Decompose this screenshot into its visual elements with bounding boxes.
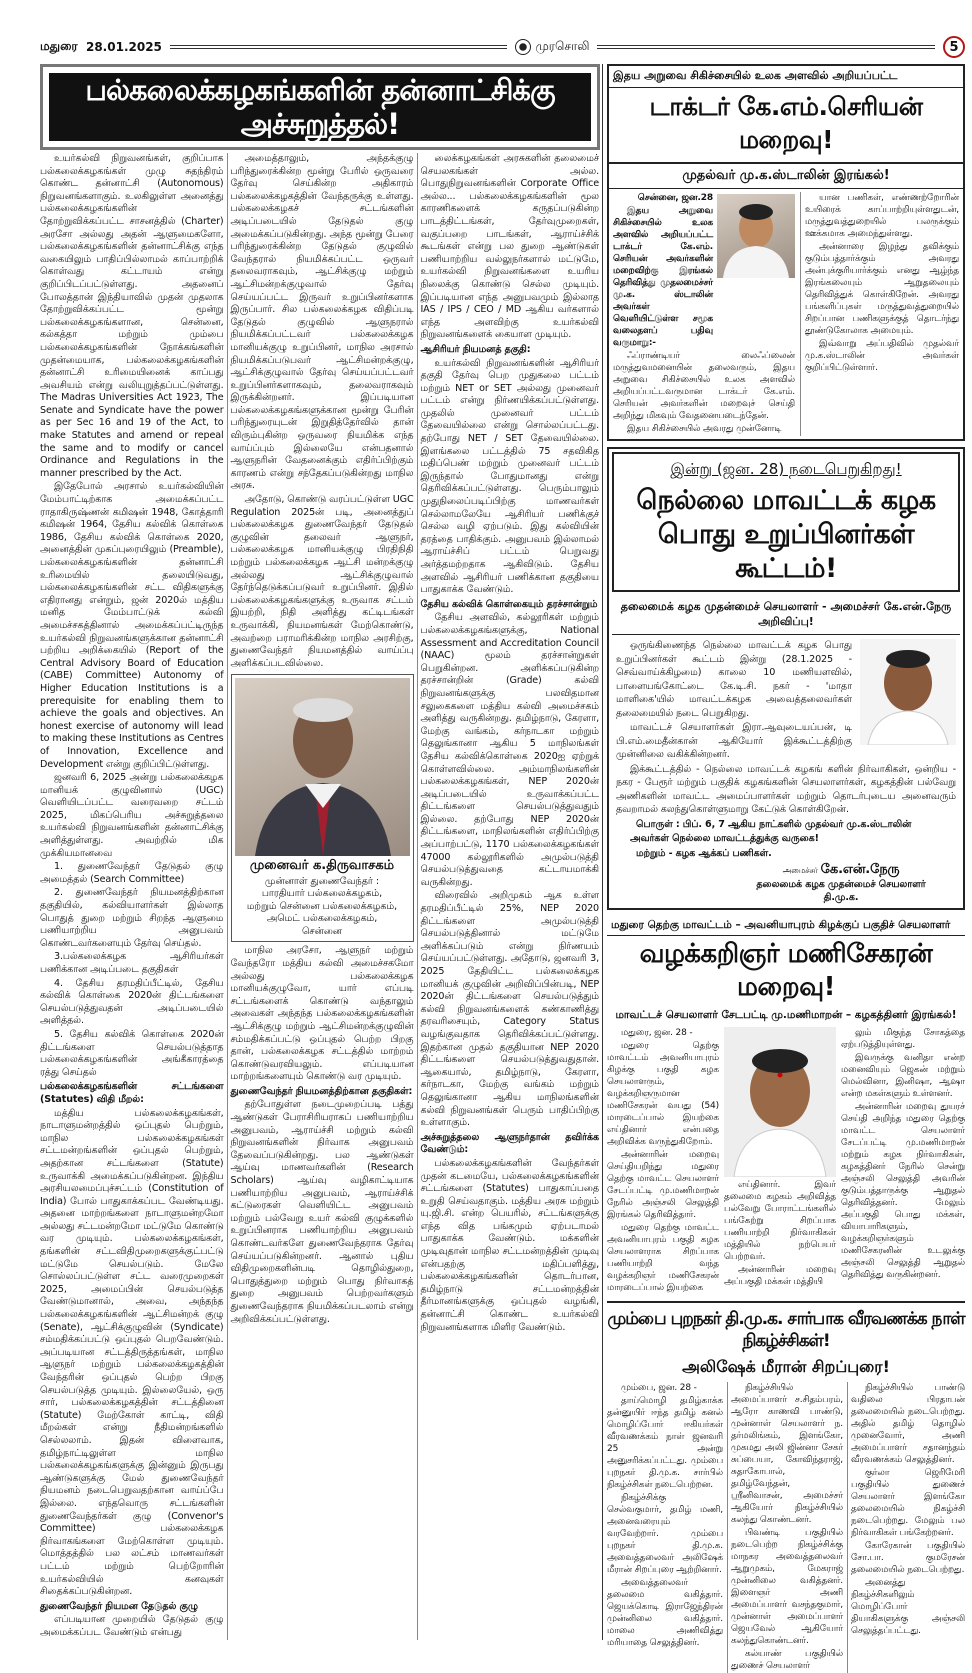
subhead: முதல்வர் மு.க.ஸ்டாலின் இரங்கல்! <box>609 164 963 189</box>
page-number: 5 <box>943 36 965 58</box>
subhead: அலிஷேக் மீரான் சிறப்புரை! <box>682 1356 890 1376</box>
mumbai-column-1 <box>607 1382 723 1673</box>
paragraph: தாய்மொழி தமிழ்காக்க தன்னுயிர் ஈந்த தமிழ் கனல் மொழிப்போர் ஈகியர்கள் வீரவணக்கம் நாள் ஜனவரி 25 அன்று அனுசரிக்கப்பட்டது. மும்பை புறநகர் தி.மு.க. சார்பில் நிகழ்ச்சிகள் நடைபெற்றன. <box>607 1395 723 1490</box>
main-headline: பல்கலைக்கழகங்களின் தன்னாட்சிக்கு அச்சுறுத்தல்! <box>49 73 591 141</box>
article-columns <box>40 153 599 1640</box>
caption-line: முன்னாள் துணைவேந்தர் : <box>264 875 380 887</box>
paragraph: 4. தேசிய தரமதிப்பீட்டில், தேசிய கல்விக் கொள்கை 2020ன் திட்டங்களை செயல்படுத்துவதன் அடிப்படையில் அளித்தல். <box>40 977 224 1027</box>
agenda: மற்றும் - கழக ஆக்கப் பணிகள். <box>636 847 772 859</box>
paragraph: ஜனவரி 6, 2025 அன்று பல்கலைக்கழக மானியக் குழுவினால் (UGC) வெளியிடப்பட்ட வரைவறை சட்டம் 2025, மிகப்பெரிய அச்சுறுத்தலை உயர்கல்வி நிறுவனங்களின் தன்னாட்சிக்கு அளித்துள்ளது. அவற்றில் மிக முக்கியமானவை <box>40 772 224 859</box>
manisekaran-mid-text <box>724 1179 836 1288</box>
paragraph: குர்லா ஜெரிமேரி பகுதியில் துணைச் செயலாளர் இளங்கோ தலைமையில் நிகழ்ச்சி நடைபெற்றது. மேலும் பல நிர்வாகிகள் பங்கேற்றனர். <box>851 1467 965 1538</box>
headline: வழக்கறிஞர் மணிசேகரன் மறைவு! <box>639 938 933 1002</box>
cherian-obituary <box>607 64 965 441</box>
cherian-lead-text <box>613 192 713 350</box>
masthead <box>40 36 965 58</box>
paragraph: அன்னாரை இழந்து தவிக்கும் குடும்பத்தார்க்கும் அவரது அன்புக்குரியார்க்கும் எனது ஆழ்ந்த இரங்கலையும் ஆறுதலையும் தெரிவித்துக் கொள்கிறேன். அவரது பங்களிப்புகள் மருத்துவத்துறையில் சிறப்பான பணிகளுக்குத் தொடர்ந்து தூண்டுகோலாக அமையும். <box>805 242 959 336</box>
author-name: முனைவர் க.திருவாசகம் <box>249 858 395 874</box>
right-column <box>603 64 965 1673</box>
paragraph: உயர்கல்வி நிறுவனங்கள், குறிப்பாக பல்கலைக்கழகங்கள் முழு சுதந்திரம் கொண்ட தன்னாட்சி (Autonomous) நிறுவனங்களாகும். உலகிலுள்ள அனைத்து பல்கலைக்கழகங்களின் தோற்றுவிக்கப்பட்ட சாசனத்தில் (Charter) அரசோ அல்லது அதன் ஆளுமைகளோ, பல்கலைக்கழகங்களின் தன்னாட்சிக்கு எந்த வகையிலும் பாதிப்பில்லாமல் காப்பாற்றிக் கொள்வது கட்டாயம் என்று குறிப்பிடப்பட்டுள்ளது. அதனைப் போலத்தான் இந்தியாவில் முதன் முதலாக தோற்றுவிக்கப்பட்ட மூன்று பல்கலைக்கழகங்களான, சென்னை, கல்கத்தா மற்றும் மும்பை பல்கலைக்கழகங்களின் நோக்கங்களின் முதன்மையாக, பல்கலைக்கழகங்களின் தன்னாட்சி உரிமையினைக் காப்பது அவசியம் என்று வலியுறுத்தப்பட்டுள்ளது. The Madras Universities Act 1923, The Senate and Syndicate have the power as per Sec 16 and 19 of the Act, to make Statutes and amend or repeal the same and to modify or cancel Ordinance and Regulations in the manner prescribed by the Act. <box>40 153 224 479</box>
agenda: அவர்கள் நெல்லை மாவட்டத்துக்கு வருகை! <box>630 833 819 844</box>
subheading: ஆசிரியர் நியமனத் தகுதி: <box>420 343 531 355</box>
nellai-meeting-notice <box>607 447 965 910</box>
paragraph: மும்பை, ஜன. 28 - <box>621 1382 697 1393</box>
main-headline-box <box>40 64 600 150</box>
manisekaran-photo <box>724 1027 836 1177</box>
person-silhouette-icon <box>717 194 795 278</box>
signature-org: தி.மு.க. <box>823 892 859 903</box>
headline: டாக்டர் கே.எம்.செரியன் மறைவு! <box>609 88 963 164</box>
paragraph: அவைத்தலைவர் தலைமை வகித்தார். ஜெயக்கொடி இராஜேந்திரன் முன்னிலை வகித்தார். மாலை அணிவித்து மரியாதை செலுத்தினர். <box>607 1577 723 1648</box>
paragraph: எய்தினார். இவர் தலைமை கழகம் அறிவித்த பல்வேறு போராட்டங்களில் பங்கேற்று சிறப்பாக பணியாற்றி நிர்வாகிகள் மத்தியில் நற்பெயர் பெற்றவர். <box>724 1179 836 1262</box>
cherian-left-area <box>613 192 795 436</box>
article-column-2 <box>227 153 417 1640</box>
paragraph: இவருக்கு வனிதா என்ற மனைவியும் ஜெகன் மற்றும் மெல்வினா, இனிஷா, ஆஷா என்ற மகள்களும் உள்ளனர். <box>841 1052 965 1099</box>
agenda: பொருள் : பிப். 6, 7 ஆகிய நாட்களில் முதல்வர் மு.க.ஸ்டாலின் <box>636 818 912 830</box>
subhead: மாவட்டச் செயலாளர் சேடபட்டி மு.மணிமாறன் – கழகத்தினர் இரங்கல்! <box>615 1008 957 1021</box>
subheading: அச்சுறுத்தலை ஆளுநர்தான் தவிர்க்க வேண்டும்: <box>420 1131 599 1156</box>
person-silhouette-icon <box>235 678 411 856</box>
photo-caption <box>235 860 410 938</box>
paragraph: உயர்கல்வி நிறுவனங்களின் ஆசிரியர் தகுதி தேர்வு பெற முதுகலை பட்டம் மற்றும் NET or SET அல்லது முனைவர் பட்டம் என்று நிர்ணயிக்கப்பட்டுள்ளது. முதலில் முனைவர் பட்டம் தேவையில்லை என்று சொல்லப்பட்டது. தற்போது NET / SET தேவையில்லை. இளங்கலை பட்டத்தில் 75 சதவிகித மதிப்பெண் மற்றும் முனைவர் பட்டம் இருந்தால் போதுமானது என்று தெரிவிக்கப்பட்டுள்ளது. பெரும்பாலும் முதுநிலைப்படிப்பிற்கு மாணவர்கள் செல்லாமலேயே ஆசிரியர் பணிக்குச் செல்ல வழி ஏற்படும். இது கல்வியின் தரத்தை பாதிக்கும். அனுபவம் இல்லாமல் ஆராய்ச்சிப் பட்டம் பெறுவது அர்த்தமற்றதாக ஆகிவிடும். தேசிய அளவில் ஆசிரியர் பணிக்கான தகுதியை பாதுகாக்க வேண்டும். <box>420 357 599 596</box>
paragraph: விரைவில் அறிமுகம் ஆக உள்ள தரமதிப்பீட்டில் 25%, NEP 2020 திட்டங்களை அமுல்படுத்தி செயல்படுத்தினால் மட்டுமே அளிக்கப்படும் என்று நிர்ணயம் செய்யப்பட்டுள்ளது. அதோடு, ஜனவரி 3, 2025 தேதியிட்ட பல்கலைக்கழக மானியக் குழுவின் அறிவிப்பின்படி, NEP 2020ன் திட்டங்களை செயல்படுத்தும் கல்வி நிறுவனங்களைக் கண்காணித்து தரவரிசையும், Category Status வழங்குவதாக தெரிவிக்கப்பட்டுள்ளது. இதற்கான முதல் தகுதியான NEP 2020 திட்டங்களை செயல்படுத்துவதுதான். ஆகையால், தமிழ்நாடு, கேரளா, கர்நாடகா, மேற்கு வங்கம் மற்றும் தெலுங்கானா ஆகிய மாநிலங்களின் கல்வி நிறுவனங்கள் பெரும் பாதிப்பிற்கு உள்ளாகும். <box>420 890 599 1129</box>
caption-line: சென்னை <box>301 925 343 937</box>
newspaper-name <box>515 39 589 55</box>
paragraph: இதேபோல் அரசால் உயர்கல்வியின் மேம்பாட்டிற்காக அமைக்கப்பட்ட ராதாகிருஷ்ணன் கமிஷன் 1948, கோத்தாரி கமிஷன் 1964, தேசிய கல்விக் கொள்கை 1986, தேசிய கல்விக் கொள்கை 2020, அனைத்தின் முகப்புரையிலும் (Preamble), பல்கலைக்கழகங்களின் தன்னாட்சி உரிமையில் தலையிடுவது, பல்கலைக்கழகங்களின் சட்ட விதிகளுக்கு எதிரானது என்றும், ஜன் 2020ல் மத்திய மனித மேம்பாட்டுக் கல்வி அமைச்சகத்தினால் அமைக்கப்பட்டிருந்த உயர்கல்வி நிறுவனங்களுக்கான தன்னாட்சி பற்றிய அறிக்கையில் (Report of the Central Advisory Board of Education (CABE) Committee) Autonomy of Higher Education Institutions is a prerequisite for enabling them to achieve the goals and objectives. An honest exercise of autonomy will lead to making these Institutions as Centres of Innovation, Excellence and Development என்று குறிப்பிட்டுள்ளது. <box>40 481 224 770</box>
header-rule <box>597 45 935 49</box>
caption-line: அமெட் பல்கலைக்கழகம், <box>266 913 378 925</box>
header-rule <box>170 45 508 49</box>
cherian-left-text <box>613 350 795 435</box>
caption-line: பாரதியார் பல்கலைக்கழகம், <box>261 888 383 900</box>
paragraph: 3.பல்கலைக்கழக ஆசிரியர்கள் பணிக்கான அடிப்படை தகுதிகள் <box>40 951 224 975</box>
mumbai-column-2 <box>727 1382 843 1673</box>
paragraph: நிகழ்ச்சியில் அமைப்பாளர் ச.சிதம்பரம், ஆரோ காணவி பாண்டு, முன்னாள் செயலாளர் ந. தர்மலிங்கம், இளங்கோ, முகமது அலி ஜின்னா சேகர் சுப்பையா, கோவிந்தராஜ், சுதாகோபால், தமிழ்வேந்தன், ஸ்ரீனிவாசன், அமைச்சர் ஆகியோர் நிகழ்ச்சியில் கலந்து கொண்டனர். <box>731 1382 843 1525</box>
article-column-2-top <box>231 153 414 671</box>
person-silhouette-icon <box>724 1027 836 1177</box>
manisekaran-right-text <box>841 1027 965 1295</box>
author-photo <box>235 678 410 856</box>
paragraph: மதுரை, ஜன. 28 - <box>621 1027 693 1038</box>
article-column-1 <box>40 153 227 1640</box>
edition-date: 28.01.2025 <box>85 40 162 54</box>
main-article <box>40 64 603 1640</box>
mumbai-column-3 <box>847 1382 965 1673</box>
paragraph: அன்னாரின் மறைவு துயரச் செய்தி அறிந்த மதுரை தெற்கு மாவட்ட செயலாளர் சேடப்பட்டி மு.மணிமாறன் மற்றும் கழக நிர்வாகிகள், கழகத்தினர் நேரில் சென்று அஞ்சலி செலுத்தி அவரின் குடும்பத்தாருக்கு ஆறுதல் தெரிவித்தனர். மேலும் அப்பகுதி பொது மக்கள், வியாபாரிகளும், வழக்கறிஞர்களும் மணிசேகரனின் உடலுக்கு அஞ்சலி செலுத்தி ஆறுதல் தெரிவித்து வருகின்றனர். <box>841 1101 965 1280</box>
paragraph: ஃப்ராண்டியர் லைஃப்லைன் மருத்துவமனையின் தலைவரும், இதய அறுவை சிகிச்சையில் உலக அளவில் அறியப்பட்டவருமான டாக்டர் கே.எம். செரியன் அவர்களின் மறைவுச் செய்தி அறிந்து மிகவும் வேதனையடைந்தேன். <box>613 351 795 421</box>
edition-city: மதுரை <box>40 39 78 53</box>
kicker: இதய அறுவை சிகிச்சையில் உலக அளவில் அறியப்பட்ட <box>609 66 963 88</box>
paragraph: கோரேகான் பகுதியில் சோ.பா. குமரேசன் தலைமையில் நடைபெற்றது. <box>851 1540 965 1575</box>
emblem-icon <box>515 39 531 55</box>
paragraph: மாவட்டச் செயாளர்கள் இரா.ஆவுடையப்பன், டி பி.எம்.மைதீன்கான் ஆகியோர் இக்கூட்டத்திற்கு முன்னிலை வகிக்கின்றனர். <box>616 722 852 760</box>
paragraph: பிவண்டி பகுதியில் நடைபெற்ற நிகழ்ச்சிக்கு மாநகர அவைத்தலைவர் ஆறுமுகம், மேகராஜ் முன்னிலை வகித்தனர். இளைஞர் அணி அமைப்பாளர் வசந்தகுமார், முன்னாள் அமைப்பாளர் ஜெயவேல் ஆகியோர் கலந்துகொண்டனர். <box>731 1527 843 1646</box>
person-silhouette-icon <box>860 639 956 745</box>
article-column-3 <box>417 153 600 1640</box>
headline-line-1: நெல்லை மாவட்டக் கழக <box>636 485 936 516</box>
paragraph: இக்கூட்டத்தில் - நெல்லை மாவட்டக் கழகங் களின் நிர்வாகிகள், ஒன்றிய - நகர - பேரூர் மற்றும் பகுதிக் கழகங்களின் செயலாளர்கள், கழகத்தின் பல்வேறு அணிகளின் மாவட்ட அமைப்பாளர்கள் மற்றும் தொடர்புடைய அனைவரும் தவறாமல் கலந்துகொள்ளுமாறு கேட்டுக் கொள்கிறேன். <box>616 763 956 815</box>
paragraph: 1. துணைவேந்தர் தேடுதல் குழு அமைத்தல் (Search Committee) <box>40 861 224 885</box>
paper-title: முரசொலி <box>535 39 590 53</box>
paragraph: ஒருங்கிணைந்த நெல்லை மாவட்டக் கழக பொது உறுப்பினர்கள் கூட்டம் இன்று (28.1.2025 - செவ்வாய்க்கிழமை) காலை 10 மணியளவில், பாளையங்கோட்டை கே.டி.சி. நகர் - 'மாதா மாளிகை'யில் மாவட்டக்கழக அவைத்தலைவர்கள் தலைமையில் நடை பெறுகிறது. <box>616 640 852 719</box>
paragraph: நிகழ்ச்சிக்கு செல்வகுமார், தமிழ் மணி, அனைவரையும் வரவேற்றார். மும்பை புறநகர் தி.மு.க. அவைத்தலைவர் அலிஷேக் மீரான் சிறப்புரை ஆற்றினார். <box>607 1492 723 1575</box>
signature-name: கே.என்.நேரு <box>820 862 900 877</box>
kicker: இன்று (ஜன. 28) நடைபெறுகிறது! <box>670 460 902 478</box>
headline: மும்பை புறநகர் தி.மு.க. சார்பாக வீரவணக்க நாள் நிகழ்ச்சிகள்! <box>607 1308 965 1351</box>
paragraph: யான பணிகள், எண்ணற்றோரின் உயிரைக் காப்பாற்றியுள்ளதுடன், மருத்துவத்துறையில் பலருக்கும் ஊக்கமாக அமைந்துள்ளது. <box>805 193 959 239</box>
paragraph: கல்யாண் பகுதியில் துணைச் செயலாளர் <box>731 1648 843 1671</box>
paragraph: அனைத்து நிகழ்ச்சிகளிலும் மொழிப்போர் தியாகிகளுக்கு அஞ்சலி செலுத்தப்பட்டது. <box>851 1577 965 1636</box>
paragraph: லும் மிகுந்த சோகத்தை ஏற்படுத்தியுள்ளது. <box>841 1027 965 1050</box>
paragraph: பல்கலைக்கழகங்களின் வேந்தர்கள் முதன் கடமையே, பல்கலைக்கழகங்களின் சட்டங்களை (Statutes) பாதுகாப்பதை உறுதி செய்வதாகும். மத்திய அரசு மற்றும் யு.ஜி.சி. என்ற பெயரில், சட்டங்களுக்கு எந்த வித பங்கமும் ஏற்படாமல் பாதுகாக்க வேண்டும். மக்களின் முடிவுதான் மாநில சட்டமன்றத்தின் முடிவு என்பதற்கு மதிப்பளித்து, பல்கலைக்கழகங்களின் தொடர்பான, தமிழ்நாடு சட்டமன்றத்தின் தீர்மானங்களுக்கு ஒப்புதல் வழங்கி, தன்னாட்சி கொண்ட உயர்கல்வி நிறுவனங்களாக மிளிர வேண்டும். <box>420 1157 599 1333</box>
article-column-2-bottom <box>231 945 414 1327</box>
page-body <box>40 64 965 1673</box>
cherian-photo <box>717 194 795 278</box>
subheading: பல்கலைக்கழகங்களின் சட்டங்களை (Statutes) விதி மீறல்: <box>40 1081 224 1105</box>
signature-prefix: அமைச்சர் <box>782 866 818 875</box>
subheading: துணைவேந்தர் நியமன தேடுதல் குழு <box>40 1600 198 1612</box>
nehru-photo <box>860 639 956 745</box>
paragraph: தற்போதுள்ள நடைமுறைப்படி பத்து ஆண்டுகள் பேராசிரியராகப் பணியாற்றிய அனுபவம், ஆராய்ச்சி மற்றும் கல்வி நிறுவனங்களின் நிர்வாக அனுபவம் தேவைப்படுகின்றது. பல ஆண்டுகள் ஆய்வு மாணவர்களின் (Research Scholars) ஆய்வு வழிகாட்டியாக பணியாற்றிய அனுபவம், ஆராய்ச்சிக் கட்டுரைகள் வெளியிட்ட அனுபவம் மற்றும் பல்வேறு உயர் கல்வி குழுக்களில் உறுப்பினராக பணியாற்றிய அனுபவம் கொண்டவர்களே துணைவேந்தராக தேர்வு செய்யப்படுகின்றனர். ஆனால் புதிய விதிமுறைகளின்படி தொழில்துறை, பொதுத்துறை மற்றும் பொது நிர்வாகத் துறை அனுபவம் பெற்றவர்களும் துணைவேந்தராக நியமிக்கப்படலாம் என்று அறிவிக்கப்பட்டுள்ளது. <box>230 1099 414 1325</box>
paragraph: அன்னாரின் மறைவு அப்பகுதி மக்கள் மத்தியி <box>724 1264 836 1287</box>
paragraph: 5. தேசிய கல்விக் கொள்கை 2020ன் திட்டங்களை செயல்படுத்தாத பல்கலைக்கழகங்களின் அங்கீகாரத்தை ரத்து செய்தல் <box>40 1028 224 1078</box>
paragraph: மதுரை தெற்கு மாவட்டம் அவனியாபுரம் கிழக்கு பகுதி கழக செயலாளரும், வழக்கறிஞருமான மணிசேகரன் வயது (54) மாரடைப்பால் இயற்கை எய்தினார் என்பதை அறிவிக்க வருந்துகிறோம். <box>607 1040 719 1147</box>
paragraph: அமைத்தாலும், அந்தக்குழு பரிந்துரைக்கின்ற மூன்று பேரில் ஒருவரை தேர்வு செய்கின்ற அதிகாரம் பல்கலைக்கழகத்தின் வேந்தருக்கு உள்ளது. பல்கலைக்கழகச் சட்டங்களின் அடிப்படையில் தேடுதல் குழு அமைக்கப்படுகின்றது. அந்த மூன்று பேரை பரிந்துரைக்கின்ற தேடுதல் குழுவில் வேந்தரால் நியமிக்கப்பட்ட ஒருவர் தலைவராகவும், ஆட்சிக்குழு மற்றும் ஆட்சிமன்றக்குழுவால் தேர்வு செய்யப்பட்ட இருவர் உறுப்பினர்களாக இருப்பார். சில பல்கலைக்கழக விதிப்படி தேடுதல் குழுவில் ஆளுநரால் நியமிக்கப்பட்டவர் பல்கலைக்கழக மானியக்குழு உறுப்பினர், மாநில அரசால் நியமிக்கப்படுபவர் ஆட்சிமன்றக்குழு, ஆட்சிக்குழுவால் தேர்வு செய்யப்பட்டவர் உறுப்பினர்களாகவும், தலைவராகவும் இருக்கின்றனர். இப்படியான பல்கலைக்கழகங்களுக்கான மூன்று பேரின் பரிந்துரையுடன் இறுதித்தேர்வில் தான் விரும்புகின்ற ஒருவரை நியமிக்க எந்த வாய்ப்பும் இல்லையே என்பதனால் ஆளுநரின் வேதனைக்கும் எதிர்ப்பிற்கும் காரணம் என்று சந்தேகப்படுகின்றது மாநில அரசு. <box>230 153 414 492</box>
manisekaran-left-text <box>607 1027 719 1295</box>
paragraph: நிகழ்ச்சியில் பாண்டு வதிலை பிரதாபன் தலைமையில் நடைபெற்றது. அதில் தமிழ் தொழில் முனைவோர், அணி அமைப்பாளர் சதானந்தம் வீரவணக்கம் செலுத்தினர். <box>851 1382 965 1465</box>
paragraph: தேசிய அளவில், கல்லூரிகள் மற்றும் பல்கலைக்கழகங்களுக்கு, National Assessment and Accreditation Council (NAAC) மூலம் தரச்சான்றுகள் பெறுகின்றன. அளிக்கப்படுகின்ற தரச்சான்றின் (Grade) கல்வி நிறுவனங்களுக்கு பலவிதமான சலுகைகளை மத்திய கல்வி அமைச்சகம் அளித்து வருகின்றது. தமிழ்நாடு, கேரளா, மேற்கு வங்கம், கர்நாடகா மற்றும் தெலுங்கானா ஆகிய 5 மாநிலங்கள் தேசிய கல்விக்கொள்கை 2020ஐ ஏற்றுக் கொள்ளவில்லை. அம்மாநிலங்களின் பல்கலைக்கழகங்கள், NEP 2020ன் அடிப்படையில் உருவாக்கப்பட்ட திட்டங்களை செயல்படுத்துவதும் இல்லை. தற்போது NEP 2020ன் திட்டங்களை, மாநிலங்களின் எதிர்ப்பிற்கு அப்பாற்பட்டு, 1170 பல்கலைக்கழகங்கள் 47000 கல்லூரிகளில் அமுல்படுத்தி செயல்படுத்துவதை கட்டாயமாக்கி வருகின்றது. <box>420 612 599 888</box>
paragraph: மதுரை தெற்கு மாவட்ட அவனியாபுரம் பகுதி கழக செயலாளராக சிறப்பாக பணியாற்றி வந்த வழக்கறிஞர் மணிசேகரன் மாரடைப்பால் இயற்கை <box>607 1222 719 1293</box>
paragraph: இதய சிகிச்சையில் அவரது முன்னோடி <box>627 424 782 434</box>
nellai-body <box>612 639 960 905</box>
lead: இதய அறுவை சிகிச்சையில் உலக அளவில் அறியப்பட்ட டாக்டர் கே.எம். செரியன் அவர்களின் மறைவிற்கு இரங்கல் தெரிவித்து முதலமைச்சர் மு.க. ஸ்டாலின் அவர்கள் வெளியிட்டுள்ள சமூக வலைதளப் பதிவு வருமாறு:- <box>613 206 713 348</box>
subheading: துணைவேந்தர் நியமனத்திற்கான தகுதிகள்: <box>230 1085 413 1097</box>
paragraph: இவ்வாறு அப்பதிவில் முதல்வர் மு.க.ஸ்டாலின் அவர்கள் குறிப்பிட்டுள்ளார். <box>805 339 959 373</box>
paragraph: எப்படியான முறையில் தேடுதல் குழு அமைக்கப்பட வேண்டும் என்பது <box>40 1614 224 1638</box>
caption-line: மற்றும் சென்னை பல்கலைக்கழகம், <box>246 900 398 912</box>
paragraph: 2. துணைவேந்தர் நியமனத்திற்கான தகுதியில், கல்வியாளர்கள் இல்லாத பொதுத் துறை மற்றும் சிறந்த ஆளுமை பணியாற்றிய அனுபவம் கொண்டவர்களையும் தேர்வு செய்தல். <box>40 887 224 949</box>
kicker: மதுரை தெற்கு மாவட்டம் – அவனியாபுரம் கிழக்குப் பகுதிச் செயலாளர் <box>607 916 965 936</box>
mumbai-event-report <box>607 1301 965 1673</box>
cherian-right-text <box>800 192 959 436</box>
paragraph: அன்னாரின் மறைவு செய்தியறிந்து மதுரை தெற்கு மாவட்ட செயலாளர் சேடப்பட்டி மு.மணிமாறன் நேரில் அஞ்சலி செலுத்தி இரங்கல் தெரிவித்தார். <box>607 1149 719 1220</box>
manisekaran-obituary <box>607 916 965 1295</box>
subhead: தலைமைக் கழக முதன்மைச் செயலாளர் - அமைச்சர் கே.என்.நேரு அறிவிப்பு! <box>612 596 960 635</box>
paragraph: மாநில அரசோ, ஆளுநர் மற்றும் வேந்தரோ மத்திய கல்வி அமைச்சகமோ அல்லது பல்கலைக்கழக மானியக்குழுவோ, யார் எப்படி சட்டங்களைக் கொண்டு வந்தாலும் அவைகள் அந்தந்த பல்கலைக்கழகங்களின் ஆட்சிக்குழு மற்றும் ஆட்சிமன்றக்குழுவின் சம்மதிக்கப்பட்டு ஒப்புதல் பெற்ற பிறகு தான், பல்கலைக்கழக சட்டத்தில் மாற்றம் கொண்டுவரவியலும். எப்படியான மாற்றங்களையும் கொண்டு வர முடியும். <box>230 945 414 1083</box>
dateline: சென்னை, ஜன.28 <box>637 193 713 203</box>
paragraph: லைக்கழகங்கள் அரசுகளின் தலைமைச் செயலகங்கள் அல்ல. பொதுநிறுவனங்களின் Corporate Office அல்ல... பல்கலைக்கழகங்களின் மூல காரணிகளைக் கருதப்படுகின்ற பாடத்திட்டங்கள், தேர்வுமுறைகள், வகுப்பறை பாடங்கள், ஆராய்ச்சிக் கூடங்கள் என்று பல துறை ஆண்டுகள் பணியாற்றிய வல்லுநர்களால் மட்டுமே, உயர்கல்வி நிறுவனங்களை உயரிய நிலைக்கு கொண்டு செல்ல முடியும். இப்படியான எந்த அனுபவமும் இல்லாத IAS / IPS / CEO / MD ஆகிய வர்களால் எந்த அளவிற்கு உயர்கல்வி நிறுவனங்களைக் கையாள முடியும். <box>420 153 599 341</box>
author-photo-box <box>231 674 414 942</box>
paragraph: மத்திய பல்கலைக்கழகங்கள், நாடாளுமன்றத்தில் ஒப்புதல் பெற்றும், மாநில பல்கலைக்கழகங்கள் சட்டமன்றங்களின் ஒப்புதல் பெற்றும், அதற்கான சட்டங்களை (Statute) உருவாக்கி அமைக்கப்படுகின்றன. இந்திய அரசியலமைப்புச்சட்டம் (Constitution of India) போல் பாதுகாக்கப்பட வேண்டியது. அதனை மாற்றங்களை நாடாளுமன்றமோ அல்லது சட்டமன்றமோ மட்டுமே கொண்டு வர முடியும். பல்கலைக்கழகங்கள், தங்களின் சட்டவிதிமுறைகளுக்குட்பட்டு மட்டுமே செயல்படும். மேலே சொல்லப்பட்டுள்ள சட்ட வரைமுறைகள் 2025, அமைப்பின் செயல்படுத்த வேண்டுமானால், அவை, அந்தந்த பல்கலைக்கழகங்களின் ஆட்சிமன்றக் குழு (Senate), ஆட்சிக்குழுவின் (Syndicate) சம்மதிக்கப்பட்டு ஒப்புதல் பெறவேண்டும். அப்படியான சட்டத்திருத்தங்கள், மாநில ஆளுநர் மற்றும் பல்கலைக்கழகத்தின் வேந்தரின் ஒப்புதல் பெற்ற பிறகு செயல்படுத்த முடியும். இல்லையேல், ஒரு சார், பல்கலைக்கழகத்தின் சட்டத்தினை (Statute) மேற்கோள் காட்டி, விதி மீறல்கள் என்று நீதிமன்றங்களில் செல்லலாம். இதன் விளைவாக, தமிழ்நாட்டிலுள்ள மாநில பல்கலைக்கழகங்களுக்கு இன்னும் இருபது ஆண்டுகளுக்கு மேல் துணைவேந்தர் நியமனம் நடைபெறுவதற்கான வாய்ப்பே இல்லை. எந்தவொரு சட்டங்களின் துணைவேந்தர்கள் குழு (Convenor's Committee) பல்கலைக்கழக நிர்வாகங்களை மேற்கொள்ள முடியும். மொத்தத்தில் பல லட்சம் மாணவர்கள் பட்டம் மற்றும் பெற்றோரின் உயர்கல்வியில் கனவுகள் சிதைக்கப்படுகின்றன. <box>40 1107 224 1598</box>
headline-line-2: பொது உறுப்பினர்கள் கூட்டம்! <box>657 519 915 584</box>
paragraph: அதோடு, கொண்டு வரப்பட்டுள்ள UGC Regulation 2025ன் படி, அனைத்துப் பல்கலைக்கழக துணைவேந்தர் தேடுதல் குழுவின் தலைவர் ஆளுநர், பல்கலைக்கழக மானியக்குழு பிரதிநிதி மற்றும் பல்கலைக்கழக ஆட்சி மன்றக்குழு அல்லது ஆட்சிக்குழுவால் தேர்ந்தெடுக்கப்படுவர் உறுப்பினர். இதில் பல்கலைக்கழகங்களுக்கு உருவாக சட்டம் இயற்றி, நிதி அளித்து கட்டிடங்கள் உருவாக்கி, நியமனங்கள் மேற்கொண்டு, அவற்றை பராமரிக்கின்ற மாநில அரசிற்கு, துணைவேந்தர் நியமனத்தில் வாய்ப்பு அளிக்கப்படவில்லை. <box>230 494 414 669</box>
subheading: தேசிய கல்விக் கொள்கையும் தரச்சான்றும் <box>420 598 598 610</box>
signature-title: தலைமைக் கழக முதன்மைச் செயலாளர் <box>756 878 926 890</box>
